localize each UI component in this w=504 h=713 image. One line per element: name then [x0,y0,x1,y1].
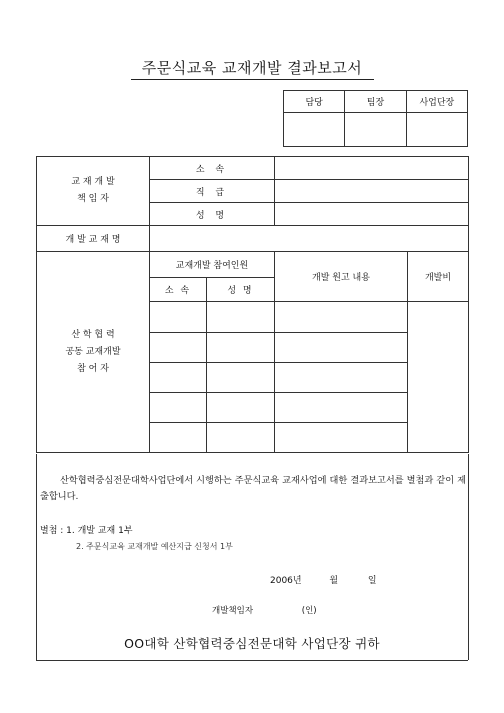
field-rank-label: 직 급 [150,180,275,203]
participant-affiliation-cell[interactable] [150,333,207,363]
responsible-label-line2: 책 임 자 [77,194,109,204]
submission-text-content: 산학협력중심전문대학사업단에서 시행하는 주문식교육 교재사업에 대한 결과보고서를 별첨과 같이 제출합니다. [40,475,466,502]
joint-label-line1: 산 학 협 력 [71,329,115,340]
joint-label-line2: 공동 교재개발 [65,346,121,357]
participant-content-cell[interactable] [275,302,408,333]
signature-label: 개발책임자 [212,606,254,616]
participant-content-cell[interactable] [275,423,408,453]
participant-affiliation-cell[interactable] [150,423,207,453]
name-header: 성 명 [207,278,275,302]
date-day: 일 [367,576,377,586]
attachment-item-1: 별첨 : 1. 개발 교재 1부 [40,526,133,536]
joint-participants-label [37,252,150,453]
approval-sign-manager[interactable] [284,113,345,147]
participant-affiliation-cell[interactable] [150,363,207,393]
recipient-line: OO대학 산학협력중심전문대학 사업단장 귀하 [124,636,380,651]
participant-content-cell[interactable] [275,333,408,363]
frame-right-border [468,454,469,660]
participant-name-cell[interactable] [207,393,275,423]
approval-sign-team-lead[interactable] [345,113,406,147]
joint-label-line3: 참 어 자 [77,363,109,374]
submission-text [40,473,466,505]
participant-name-cell[interactable] [207,333,275,363]
frame-left-border [36,454,37,660]
cost-header: 개발비 [408,252,469,302]
content-header: 개발 원고 내용 [275,252,408,302]
participant-affiliation-cell[interactable] [150,302,207,333]
participant-name-cell[interactable] [207,423,275,453]
affiliation-header: 소 속 [150,278,207,302]
field-affiliation-value[interactable] [275,157,469,180]
participants-header: 교재개발 참여인원 [150,252,275,278]
approval-header-team-lead: 팀장 [345,91,406,113]
material-name-value[interactable] [150,226,469,252]
participant-content-cell[interactable] [275,363,408,393]
approval-header-manager: 담당 [284,91,345,113]
participant-name-cell[interactable] [207,302,275,333]
date-month: 월 [329,576,339,586]
approval-sign-director[interactable] [406,113,467,147]
approval-table [283,90,468,147]
field-rank-value[interactable] [275,180,469,203]
participant-name-cell[interactable] [207,363,275,393]
material-name-label: 개 발 교 재 명 [37,226,150,252]
participant-affiliation-cell[interactable] [150,393,207,423]
report-table [36,156,469,453]
field-name-value[interactable] [275,203,469,226]
participant-content-cell[interactable] [275,393,408,423]
responsible-label-line1: 교 재 개 발 [71,177,115,187]
approval-header-director: 사업단장 [406,91,467,113]
date-year: 2006년 [270,576,302,586]
seal-mark: (인) [301,606,317,616]
responsible-label [37,157,150,226]
date-line [270,573,377,586]
development-cost-cell[interactable] [408,302,469,453]
title-underline [131,79,374,80]
frame-bottom-border [36,660,468,661]
attachment-item-2: 2. 주문식교육 교재개발 예산지급 신청서 1부 [76,542,233,551]
signature-line [212,604,317,616]
field-name-label: 성 명 [150,203,275,226]
field-affiliation-label: 소 속 [150,157,275,180]
page-title: 주문식교육 교재개발 결과보고서 [141,59,363,77]
